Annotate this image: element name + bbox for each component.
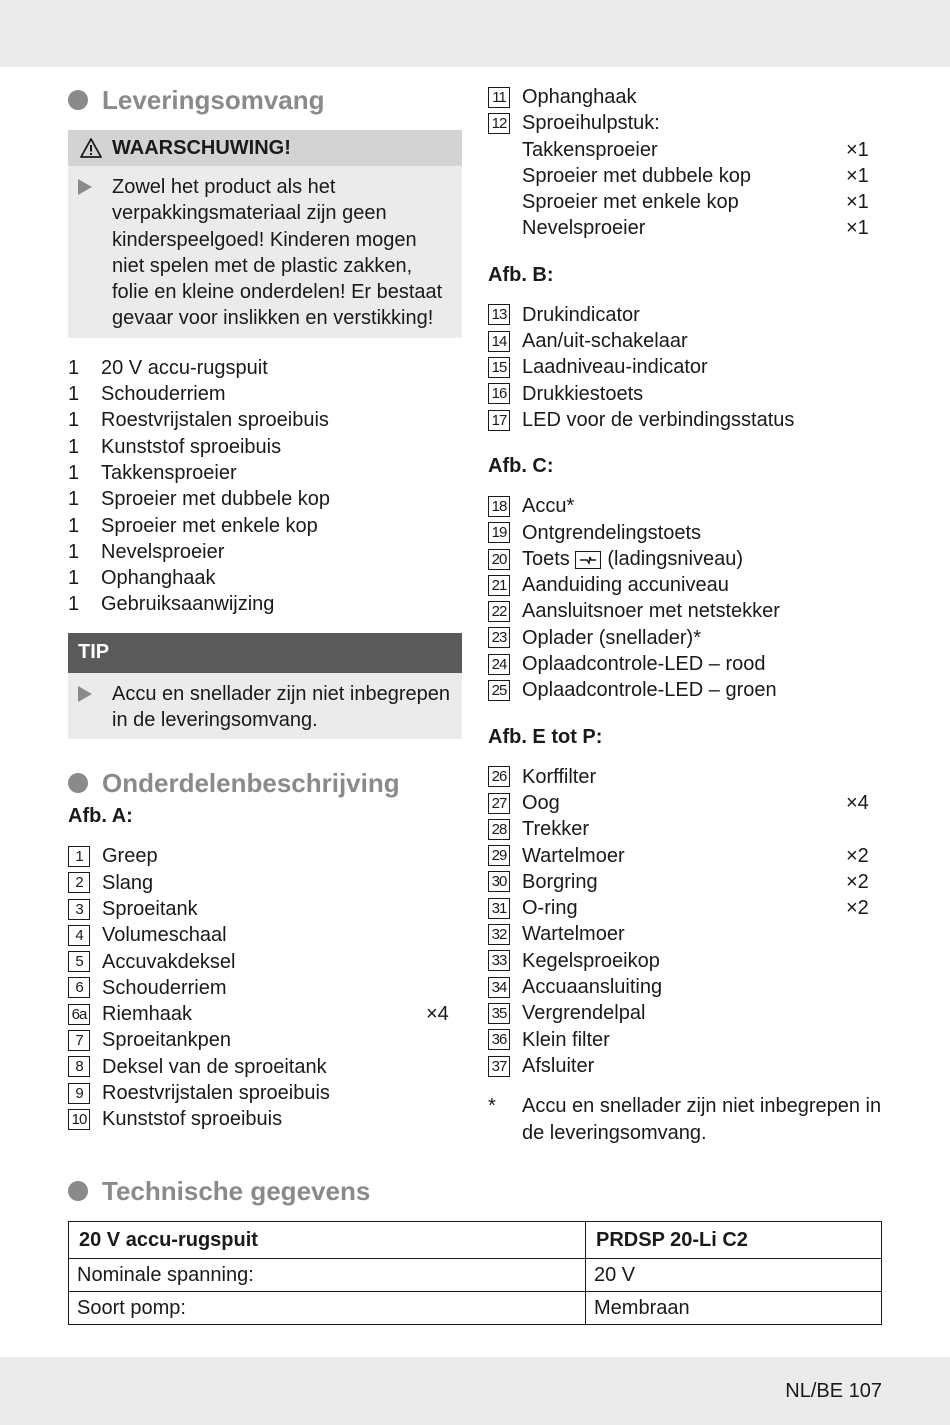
part-name: Roestvrijstalen sproeibuis <box>102 1082 330 1105</box>
part-row <box>68 975 462 1001</box>
tech-table-row <box>69 1259 882 1292</box>
bullet-dot-icon <box>68 90 88 110</box>
part-row <box>488 677 882 703</box>
parts-list-b <box>488 302 882 433</box>
delivery-qty: 1 <box>68 540 80 563</box>
footnote-text: Accu en snellader zijn niet inbegrepen in de leveringsomvang. <box>522 1095 882 1144</box>
delivery-name: Sproeier met dubbele kop <box>101 488 331 511</box>
tip-text-row <box>68 673 462 740</box>
part-row <box>488 974 882 1000</box>
part-number-box: 11 <box>488 87 510 108</box>
part-row <box>488 625 882 651</box>
part-number-box: 4 <box>68 925 90 946</box>
section-heading-leveringsomvang: Leveringsomvang <box>68 84 462 116</box>
part-name: Ophanghaak <box>522 86 637 108</box>
delivery-item <box>68 591 462 617</box>
delivery-item <box>68 513 462 539</box>
part-qty: ×2 <box>846 870 869 893</box>
part-name: Sproeier met enkele kop <box>522 191 739 214</box>
delivery-qty: 1 <box>68 514 80 537</box>
part-name: Korffilter <box>522 765 597 788</box>
delivery-item <box>68 539 462 565</box>
part-number-box: 24 <box>488 654 510 675</box>
part-row <box>488 598 882 624</box>
delivery-item <box>68 381 462 407</box>
part-name: O-ring <box>522 897 578 920</box>
tech-table-header-row <box>69 1222 882 1259</box>
part-row <box>488 764 882 790</box>
section-heading-technisch: Technische gegevens <box>68 1175 370 1207</box>
charge-level-button-icon <box>575 551 601 569</box>
part-row <box>488 1027 882 1053</box>
part-row <box>488 816 882 842</box>
delivery-name: Roestvrijstalen sproeibuis <box>101 409 329 432</box>
part-name: Sproeitankpen <box>102 1029 231 1052</box>
part-row <box>68 1027 462 1053</box>
part-qty: ×1 <box>846 217 869 240</box>
part-row <box>488 895 882 921</box>
delivery-name: Ophanghaak <box>101 567 216 590</box>
delivery-name: Gebruiksaanwijzing <box>101 593 275 616</box>
part-number-box: 35 <box>488 1003 510 1024</box>
right-column <box>488 84 882 1146</box>
part-subrow <box>488 163 882 189</box>
tech-table <box>68 1221 882 1325</box>
delivery-item <box>68 486 462 512</box>
part-subrow <box>488 215 882 241</box>
part-row <box>68 1080 462 1106</box>
part-row <box>488 354 882 380</box>
part-row <box>488 84 882 110</box>
part-qty: ×1 <box>846 138 869 161</box>
warning-text: Zowel het product als het verpakkingsmateriaal zijn geen kinderspeelgoed! Kinderen mogen niet spelen met de plastic zakken, folie en kleine onderdelen! Er bestaat gevaar voor inslikken en verstikking! <box>112 176 443 330</box>
delivery-qty: 1 <box>68 461 80 484</box>
part-row <box>68 1001 462 1027</box>
part-number-box: 6a <box>68 1004 90 1025</box>
left-column <box>68 84 462 1133</box>
part-number-box: 25 <box>488 680 510 701</box>
delivery-qty: 1 <box>68 593 80 616</box>
delivery-name: Schouderriem <box>101 383 226 406</box>
part-number-box: 23 <box>488 627 510 648</box>
arrow-right-icon <box>78 686 92 702</box>
afb-b-label: Afb. B: <box>488 263 554 286</box>
part-name: Takkensproeier <box>522 138 658 161</box>
part-number-box: 20 <box>488 549 510 570</box>
delivery-name: Takkensproeier <box>101 461 237 484</box>
header-band <box>0 0 950 67</box>
part-subrow <box>488 189 882 215</box>
part-name: Accuvakdeksel <box>102 950 236 973</box>
part-number-box: 9 <box>68 1083 90 1104</box>
part-row <box>488 572 882 598</box>
part-name: Nevelsproeier <box>522 217 646 240</box>
part-number-box: 21 <box>488 575 510 596</box>
part-name: Drukindicator <box>522 303 640 326</box>
parts-list-e <box>488 764 882 1080</box>
part-number-box: 16 <box>488 383 510 404</box>
part-row <box>68 1054 462 1080</box>
delivery-name: Kunststof sproeibuis <box>101 435 282 458</box>
part-name: Vergrendelpal <box>522 1002 646 1025</box>
part-name: Volumeschaal <box>102 924 227 947</box>
part-name-prefix: Toets <box>522 547 570 570</box>
part-row <box>488 520 882 546</box>
tech-cell: Membraan <box>586 1292 882 1325</box>
part-number-box: 15 <box>488 357 510 378</box>
warning-text-row <box>68 166 462 338</box>
part-qty: ×2 <box>846 897 869 920</box>
part-name: Greep <box>102 845 158 868</box>
part-number-box: 6 <box>68 977 90 998</box>
part-row <box>488 302 882 328</box>
part-row <box>68 1106 462 1132</box>
part-name <box>522 546 846 572</box>
delivery-list <box>68 355 462 618</box>
part-qty: ×1 <box>846 164 869 187</box>
delivery-item <box>68 565 462 591</box>
part-qty: ×4 <box>846 791 869 814</box>
part-number-box: 19 <box>488 522 510 543</box>
delivery-name: 20 V accu-rugspuit <box>101 356 268 379</box>
part-number-box: 34 <box>488 977 510 998</box>
part-row <box>488 1053 882 1079</box>
part-number-box: 8 <box>68 1056 90 1077</box>
part-number-box: 29 <box>488 845 510 866</box>
delivery-item <box>68 355 462 381</box>
part-number-box: 27 <box>488 793 510 814</box>
part-name: Oplader (snellader)* <box>522 626 701 649</box>
part-row <box>488 493 882 519</box>
part-number-box: 14 <box>488 331 510 352</box>
delivery-item <box>68 460 462 486</box>
part-name-suffix: (ladingsniveau) <box>607 547 744 570</box>
delivery-name: Sproeier met enkele kop <box>101 514 318 537</box>
delivery-qty: 1 <box>68 409 80 432</box>
part-name: Sproeier met dubbele kop <box>522 164 752 187</box>
part-name: Accu* <box>522 495 575 518</box>
part-row <box>488 381 882 407</box>
part-number-box: 2 <box>68 872 90 893</box>
part-qty: ×4 <box>426 1003 449 1026</box>
part-number-box: 10 <box>68 1109 90 1130</box>
part-row <box>68 949 462 975</box>
part-row <box>488 869 882 895</box>
tip-text: Accu en snellader zijn niet inbegrepen in de leveringsomvang. <box>112 682 450 732</box>
tech-cell: 20 V accu-rugspuit <box>69 1222 586 1259</box>
part-number-box: 31 <box>488 898 510 919</box>
part-name: Klein filter <box>522 1028 610 1051</box>
footnote: * Accu en snellader zijn niet inbegrepen in de leveringsomvang. <box>488 1093 882 1146</box>
parts-list-a-left <box>68 843 462 1132</box>
part-name: Kunststof sproeibuis <box>102 1108 283 1131</box>
tip-header: TIP <box>68 633 462 673</box>
part-qty: ×1 <box>846 191 869 214</box>
delivery-item <box>68 434 462 460</box>
delivery-name: Nevelsproeier <box>101 540 225 563</box>
tech-cell: 20 V <box>586 1259 882 1292</box>
part-row <box>488 843 882 869</box>
part-number-box: 37 <box>488 1056 510 1077</box>
part-qty: ×2 <box>846 844 869 867</box>
warning-triangle-icon <box>80 138 102 158</box>
part-row <box>488 110 882 136</box>
delivery-qty: 1 <box>68 435 80 458</box>
part-name: Ontgrendelingstoets <box>522 521 702 544</box>
warning-header: WAARSCHUWING! <box>68 130 462 166</box>
parts-list-a-right <box>488 84 882 137</box>
part-number-box: 12 <box>488 113 510 134</box>
afb-e-label: Afb. E tot P: <box>488 725 603 748</box>
part-row <box>68 843 462 869</box>
part-name: Trekker <box>522 818 590 841</box>
part-number-box: 28 <box>488 819 510 840</box>
part-name: Deksel van de sproeitank <box>102 1055 327 1078</box>
part-number-box: 33 <box>488 950 510 971</box>
part-name: LED voor de verbindingsstatus <box>522 408 795 431</box>
tech-cell: Nominale spanning: <box>69 1259 586 1292</box>
part-number-box: 13 <box>488 304 510 325</box>
parts-sublist-a <box>488 137 882 242</box>
part-name: Oplaadcontrole-LED – rood <box>522 653 766 676</box>
part-name: Kegelsproeikop <box>522 949 660 972</box>
part-row <box>68 922 462 948</box>
part-subrow <box>488 137 882 163</box>
tech-cell: Soort pomp: <box>69 1292 586 1325</box>
part-name: Drukkiestoets <box>522 382 644 405</box>
part-row <box>488 651 882 677</box>
delivery-qty: 1 <box>68 488 80 511</box>
part-row <box>488 948 882 974</box>
part-row <box>488 790 882 816</box>
part-number-box: 18 <box>488 496 510 517</box>
part-number-box: 32 <box>488 924 510 945</box>
part-name: Laadniveau-indicator <box>522 356 708 379</box>
part-name: Slang <box>102 871 154 894</box>
part-number-box: 17 <box>488 410 510 431</box>
bullet-dot-icon <box>68 773 88 793</box>
afb-c-label: Afb. C: <box>488 455 554 478</box>
part-number-box: 3 <box>68 899 90 920</box>
tech-table-row <box>69 1292 882 1325</box>
part-name: Oplaadcontrole-LED – groen <box>522 679 777 702</box>
arrow-right-icon <box>78 179 92 195</box>
part-name: Oog <box>522 791 560 814</box>
part-name: Schouderriem <box>102 976 227 999</box>
part-row <box>488 407 882 433</box>
parts-list-c <box>488 493 882 703</box>
part-number-box: 1 <box>68 846 90 867</box>
part-name: Sproeihulpstuk: <box>522 112 660 135</box>
tech-cell: PRDSP 20-Li C2 <box>586 1222 882 1259</box>
part-name: Aanduiding accuniveau <box>522 574 729 597</box>
section-heading-onderdelen: Onderdelenbeschrijving <box>68 767 462 799</box>
part-name: Afsluiter <box>522 1054 595 1077</box>
part-name: Aan/uit-schakelaar <box>522 330 688 353</box>
part-row <box>488 1000 882 1026</box>
part-row <box>488 546 882 572</box>
part-name: Sproeitank <box>102 897 198 920</box>
part-name: Borgring <box>522 870 598 893</box>
tip-box <box>68 633 462 740</box>
part-number-box: 36 <box>488 1029 510 1050</box>
part-number-box: 5 <box>68 951 90 972</box>
delivery-item <box>68 407 462 433</box>
warning-box <box>68 130 462 338</box>
part-number-box: 26 <box>488 766 510 787</box>
delivery-qty: 1 <box>68 567 80 590</box>
part-name: Wartelmoer <box>522 844 625 867</box>
part-number-box: 7 <box>68 1030 90 1051</box>
part-name: Riemhaak <box>102 1003 193 1026</box>
bullet-dot-icon <box>68 1181 88 1201</box>
part-row <box>488 328 882 354</box>
part-row <box>68 896 462 922</box>
delivery-qty: 1 <box>68 383 80 406</box>
part-name: Wartelmoer <box>522 923 625 946</box>
delivery-qty: 1 <box>68 356 80 379</box>
part-name: Accuaansluiting <box>522 976 663 999</box>
part-number-box: 22 <box>488 601 510 622</box>
afb-a-label: Afb. A: <box>68 805 133 828</box>
page-number: NL/BE 107 <box>785 1380 882 1402</box>
part-number-box: 30 <box>488 871 510 892</box>
part-row <box>68 870 462 896</box>
part-row <box>488 921 882 947</box>
part-name: Aansluitsnoer met netstekker <box>522 600 780 623</box>
